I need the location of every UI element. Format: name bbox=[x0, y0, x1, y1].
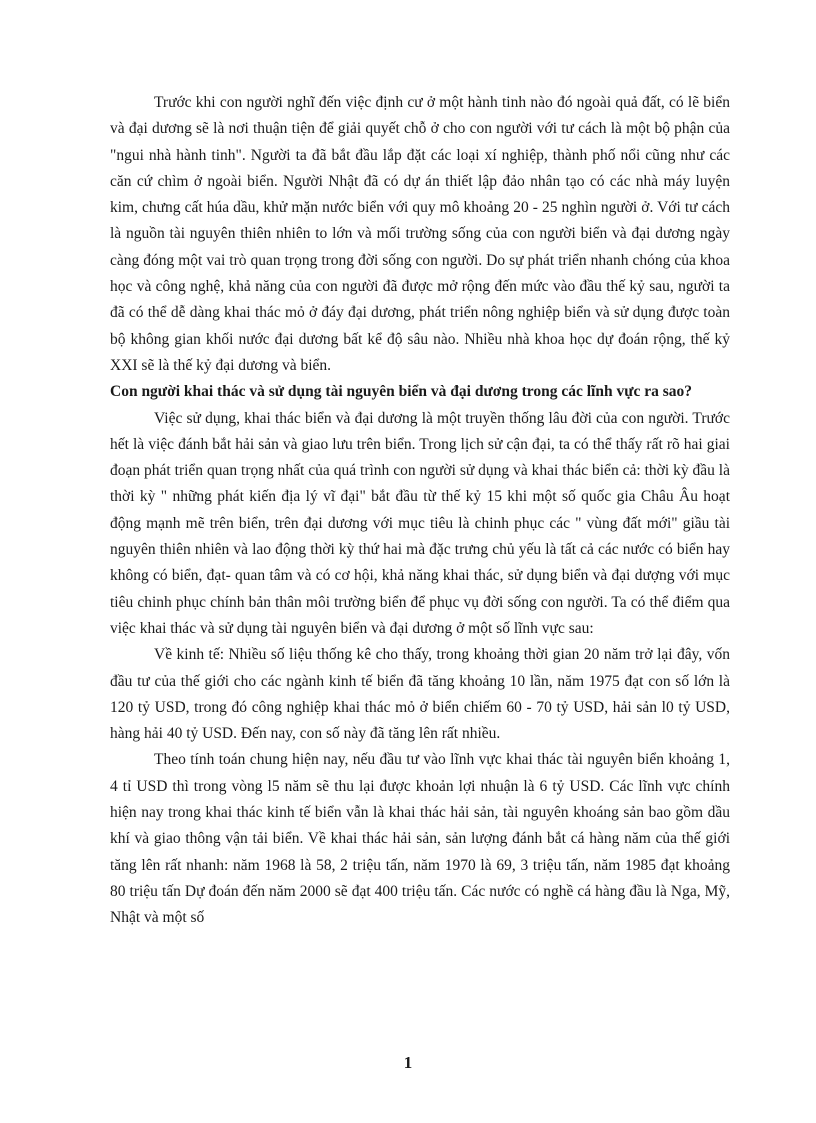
page-number: 1 bbox=[403, 1053, 413, 1072]
section-heading: Con người khai thác và sử dụng tài nguyên biển và đại dương trong các lĩnh vực ra sao? bbox=[110, 383, 693, 401]
document-body bbox=[110, 90, 730, 932]
paragraph-economy: Về kinh tế: Nhiều số liệu thống kê cho thấy, trong khoảng thời gian 20 năm trở lại đây, vốn đầu tư của thế giới cho các ngành kinh tế biển đã tăng khoảng 10 lần, năm 1975 đạt con số lớn là 120 tỷ USD, trong đó công nghiệp khai thác mỏ ở biển chiếm 60 - 70 tỷ USD, hải sản l0 tỷ USD, hàng hải 40 tỷ USD. Đến nay, con số này đã tăng lên rất nhiều. bbox=[110, 646, 730, 743]
paragraph-intro: Trước khi con người nghĩ đến việc định cư ở một hành tinh nào đó ngoài quả đất, có lẽ biển và đại dương sẽ là nơi thuận tiện để giải quyết chỗ ở cho con người với tư cách là một bộ phận của "ngui nhà hành tinh". Người ta đã bắt đầu lắp đặt các loại xí nghiệp, thành phố nổi cũng như các căn cứ chìm ở ngoài biển. Người Nhật đã có dự án thiết lập đảo nhân tạo có các nhà máy luyện kim, chưng cất húa dầu, khử mặn nước biển với quy mô khoảng 20 - 25 nghìn người ở. Với tư cách là nguồn tài nguyên thiên nhiên to lớn và mối trường sống của con người biển và đại dương ngày càng đóng một vai trò quan trọng trong đời sống con người. Do sự phát triển nhanh chóng của khoa học và công nghệ, khả năng của con người đã được mở rộng đến mức vào đầu thế kỷ sau, người ta đã có thể dễ dàng khai thác mỏ ở đáy đại dương, phát triển nông nghiệp biển và sử dụng được toàn bộ không gian khối nước đại dương bất kể độ sâu nào. Nhiều nhà khoa học dự đoán rộng, thế kỷ XXI sẽ là thế kỷ đại dương và biển. bbox=[110, 94, 730, 374]
paragraph-investment: Theo tính toán chung hiện nay, nếu đầu tư vào lĩnh vực khai thác tài nguyên biển khoảng 1, 4 tỉ USD thì trong vòng l5 năm sẽ thu lại được khoản lợi nhuận là 6 tỷ USD. Các lĩnh vực chính hiện nay trong khai thác kinh tế biển vẫn là khai thác hải sản, tài nguyên khoáng sản bao gồm dầu khí và giao thông vận tải biển. Về khai thác hải sản, sản lượng đánh bắt cá hàng năm của thế giới tăng lên rất nhanh: năm 1968 là 58, 2 triệu tấn, năm 1970 là 69, 3 triệu tấn, năm 1985 đạt khoảng 80 triệu tấn Dự đoán đến năm 2000 sẽ đạt 400 triệu tấn. Các nước có nghề cá hàng đầu là Nga, Mỹ, Nhật và một số bbox=[110, 751, 730, 927]
paragraph-history: Việc sử dụng, khai thác biển và đại dương là một truyền thống lâu đời của con người. Trước hết là việc đánh bắt hải sản và giao lưu trên biển. Trong lịch sử cận đại, ta có thể thấy rất rõ hai giai đoạn phát triển quan trọng nhất của quá trình con người sử dụng và khai thác biển cả: thời kỳ đầu là thời kỳ " những phát kiến địa lý vĩ đại" bắt đầu từ thế kỷ 15 khi một số quốc gia Châu Âu hoạt động mạnh mẽ trên biển, trên đại dương với mục tiêu là chinh phục các " vùng đất mới" giầu tài nguyên thiên nhiên và lao động thời kỳ thứ hai mà đặc trưng chủ yếu là tất cả các nước có biển hay không có biển, đạt- quan tâm và có cơ hội, khả năng khai thác, sử dụng biển và đại dượng với mục tiêu chinh phục chính bản thân môi trường biển để phục vụ đời sống con người. Ta có thể điểm qua việc khai thác và sử dụng tài nguyên biển và đại dương ở một số lĩnh vực sau: bbox=[110, 409, 730, 637]
